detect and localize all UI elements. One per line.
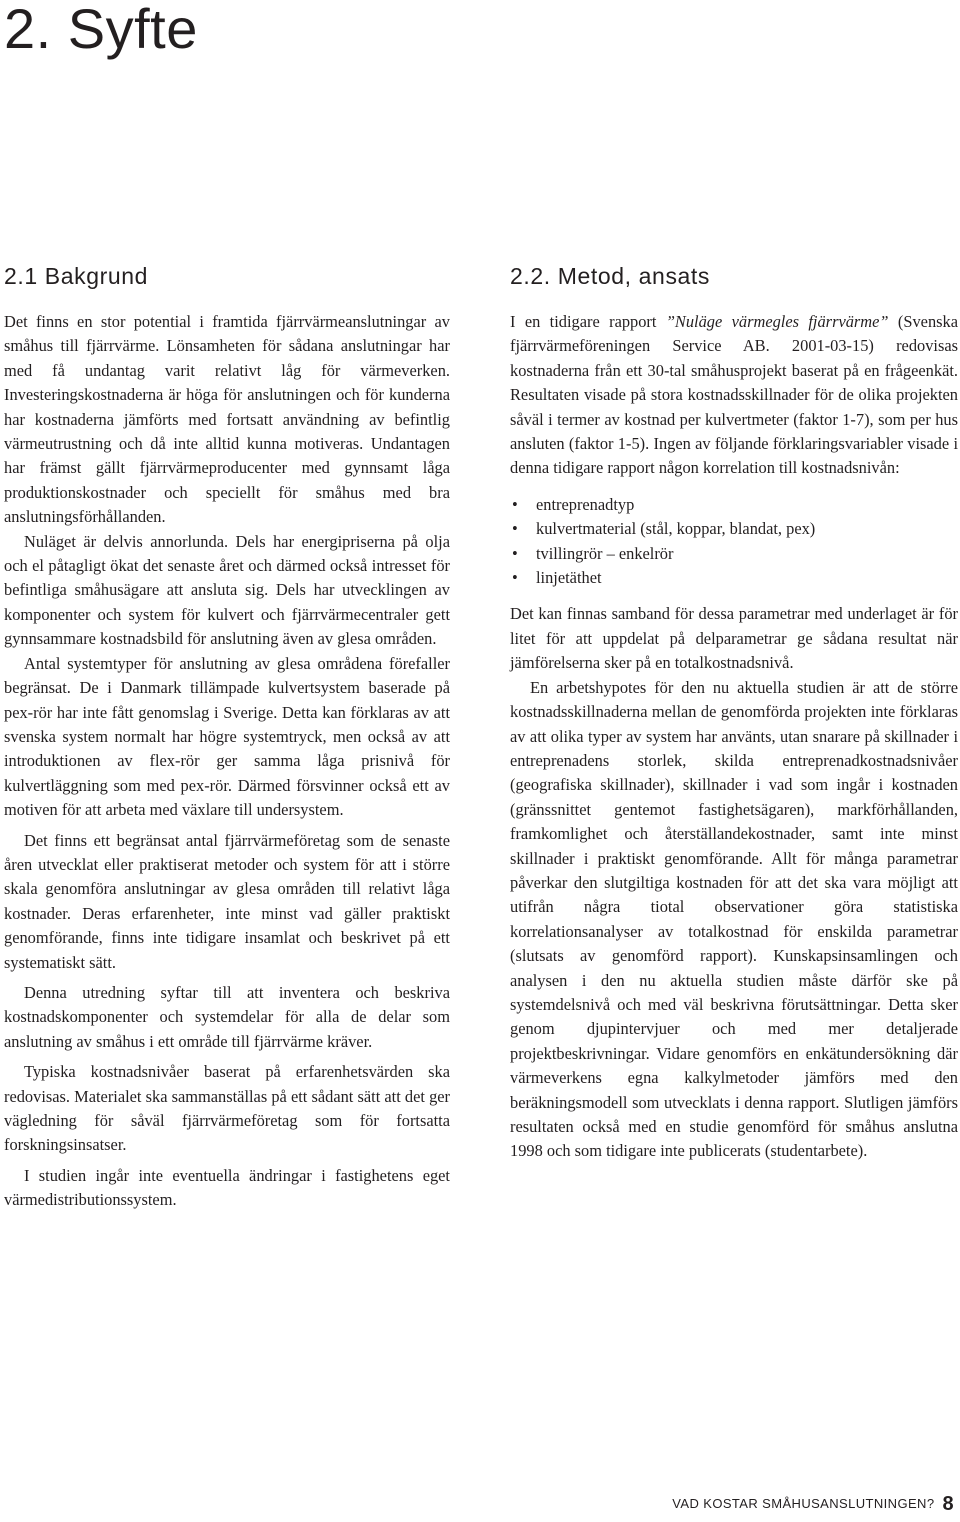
section-background <box>4 258 450 1213</box>
background-paragraph-3: Antal systemtyper för anslutning av glesa områdena förefaller begränsat. De i Danmark tillämpade kulvertsystem baserade på pex-rör har inte fått genomslag i Sverige. Detta kan förklaras av att svenska system normalt har högre systemtryck, men också av att introduktionen av flex-rör ger samma låga prisnivå för kulvertläggning som med pex-rör. Därmed försvinner också ett av motiven för att arbeta med växlare till undersystem. <box>4 653 450 820</box>
list-item-label: tvillingrör – enkelrör <box>536 543 674 563</box>
list-item <box>510 517 958 541</box>
page-number: 8 <box>942 1493 954 1515</box>
list-item <box>510 493 958 517</box>
method-paragraph-2: En arbetshypotes för den nu aktuella studien är att de större kostnadsskillnaderna mellan de genomförda projekten inte förklaras av att olika typer av system har använts, utan snarare på skillnader i entreprenadens storlek, skilda entreprenadkostnadsnivåer (geografiska skillnader), skillnader i vad som ingår i kostnaden (gränssnittet gentemot fastighetsägaren), markförhållanden, framkomlighet och återställandekostnader, samt inte minst skillnader i praktiskt genomförande. Allt för många parametrar påverkar den slutgiltiga kostnaden för att det ska vara möjligt att utifrån några tiotal observationer göra statistiska korrelationsanalyser av totalkostnad för enskilda parametrar (slutsats av genomförd rapport). Kunskapsinsamlingen och analysen i den nu aktuella studien måste därför ske på systemdelsnivå och med väl beskrivna förutsättningar. Detta sker genom djupintervjuer och med mer detaljerade projektbeskrivningar. Vidare genomförs en enkätundersökning där värmeverkens egna kalkylmetoder jämförs med den beräkningsmodell som utvecklats i denna rapport. Slutligen jämförs resultaten också med en studie genomförd för småhus anslutna 1998 och som tidigare inte publicerats (studentarbete). <box>510 677 958 1161</box>
bullet-icon: • <box>512 543 518 563</box>
method-intro-text-before: I en tidigare rapport <box>510 312 666 331</box>
chapter-title: 2. Syfte <box>4 0 198 60</box>
section-heading-background: 2.1 Bakgrund <box>4 263 149 289</box>
bullet-icon: • <box>512 568 518 588</box>
section-method <box>510 258 958 1164</box>
list-item-label: kulvertmaterial (stål, koppar, blandat, pex) <box>536 519 816 539</box>
running-title: VAD KOSTAR SMÅHUSANSLUTNINGEN? <box>672 1496 935 1511</box>
background-paragraph-4: Det finns ett begränsat antal fjärrvärmeföretag som de senaste åren utvecklat eller praktiserat metoder och system för att i större skala genomföra anslutningar av glesa områden till relativt låga kostnader. Deras erfarenheter, inte minst vad gäller praktiskt genomförande, finns inte tidigare insamlat och beskrivet på ett systematiskt sätt. <box>4 830 450 972</box>
report-title: ”Nuläge värmegles fjärrvärme” <box>665 312 889 331</box>
background-paragraph-2: Nuläget är delvis annorlunda. Dels har energipriserna på olja och el påtagligt ökat det senaste året och därmed också intresset för befintliga småhusägare att ansluta sig. Dels har utvecklingen av komponenter och system för kulvert och fjärrvärmecentraler gett gynnsammare kostnadsbild för anslutning även av glesa områden. <box>4 531 450 649</box>
page-footer <box>672 1493 954 1515</box>
background-paragraph-5: Denna utredning syftar till att inventera och beskriva kostnadskomponenter och systemdelar för alla de delar som anslutning av småhus i ett område till fjärrvärme kräver. <box>4 982 450 1051</box>
background-paragraph-7: I studien ingår inte eventuella ändringar i fastighetens eget värmedistributionssystem. <box>4 1165 450 1210</box>
method-intro-text-after: (Svenska fjärrvärmeföreningen Service AB. 2001-03-15) redovisas kostnaderna från ett 30-tal småhusprojekt baserat på en frågeenkät. Resultaten visade på stora kostnadsskillnader för de olika projekten såväl i termer av kostnad per kulvertmeter (faktor 1-7), som per hus ansluten (faktor 1-5). Ingen av följande förklaringsvariabler visade i denna tidigare rapport någon korrelation till kostnadsnivån: <box>510 312 958 478</box>
bullet-icon: • <box>512 519 518 539</box>
method-paragraph-1: Det kan finnas samband för dessa parametrar med underlaget är för litet för att uppdelat på delparametrar ge sådana resultat när jämförelserna sker på en totalkostnadsnivå. <box>510 604 958 673</box>
list-item <box>510 542 958 566</box>
explanatory-variables-list <box>510 493 958 591</box>
background-paragraph-6: Typiska kostnadsnivåer baserat på erfarenhetsvärden ska redovisas. Materialet ska sammanställas på ett sådant sätt att det ger vägledning för såväl fjärrvärmeföretag som för fortsatta forskningsinsatser. <box>4 1062 450 1155</box>
list-item-label: entreprenadtyp <box>536 494 635 514</box>
background-paragraph-1: Det finns en stor potential i framtida fjärrvärmeanslutningar av småhus till fjärrvärme. Lönsamheten för sådana anslutningar har med få undantag varit relativt låg för värmeverken. Investeringskostnaderna är höga för anslutningen och för kunderna har kostnaderna jämförts med fortsatt användning av befintlig värmeutrustning och då inte alltid kunna motiveras. Undantagen har främst gällt fjärrvärmeproducenter med gynnsamt låga produktionskostnader och speciellt för småhus med bra anslutningsförhållanden. <box>4 312 450 527</box>
list-item-label: linjetäthet <box>536 568 602 588</box>
method-intro-paragraph <box>510 310 958 481</box>
bullet-icon: • <box>512 494 518 514</box>
list-item <box>510 566 958 590</box>
section-heading-method: 2.2. Metod, ansats <box>510 263 711 289</box>
